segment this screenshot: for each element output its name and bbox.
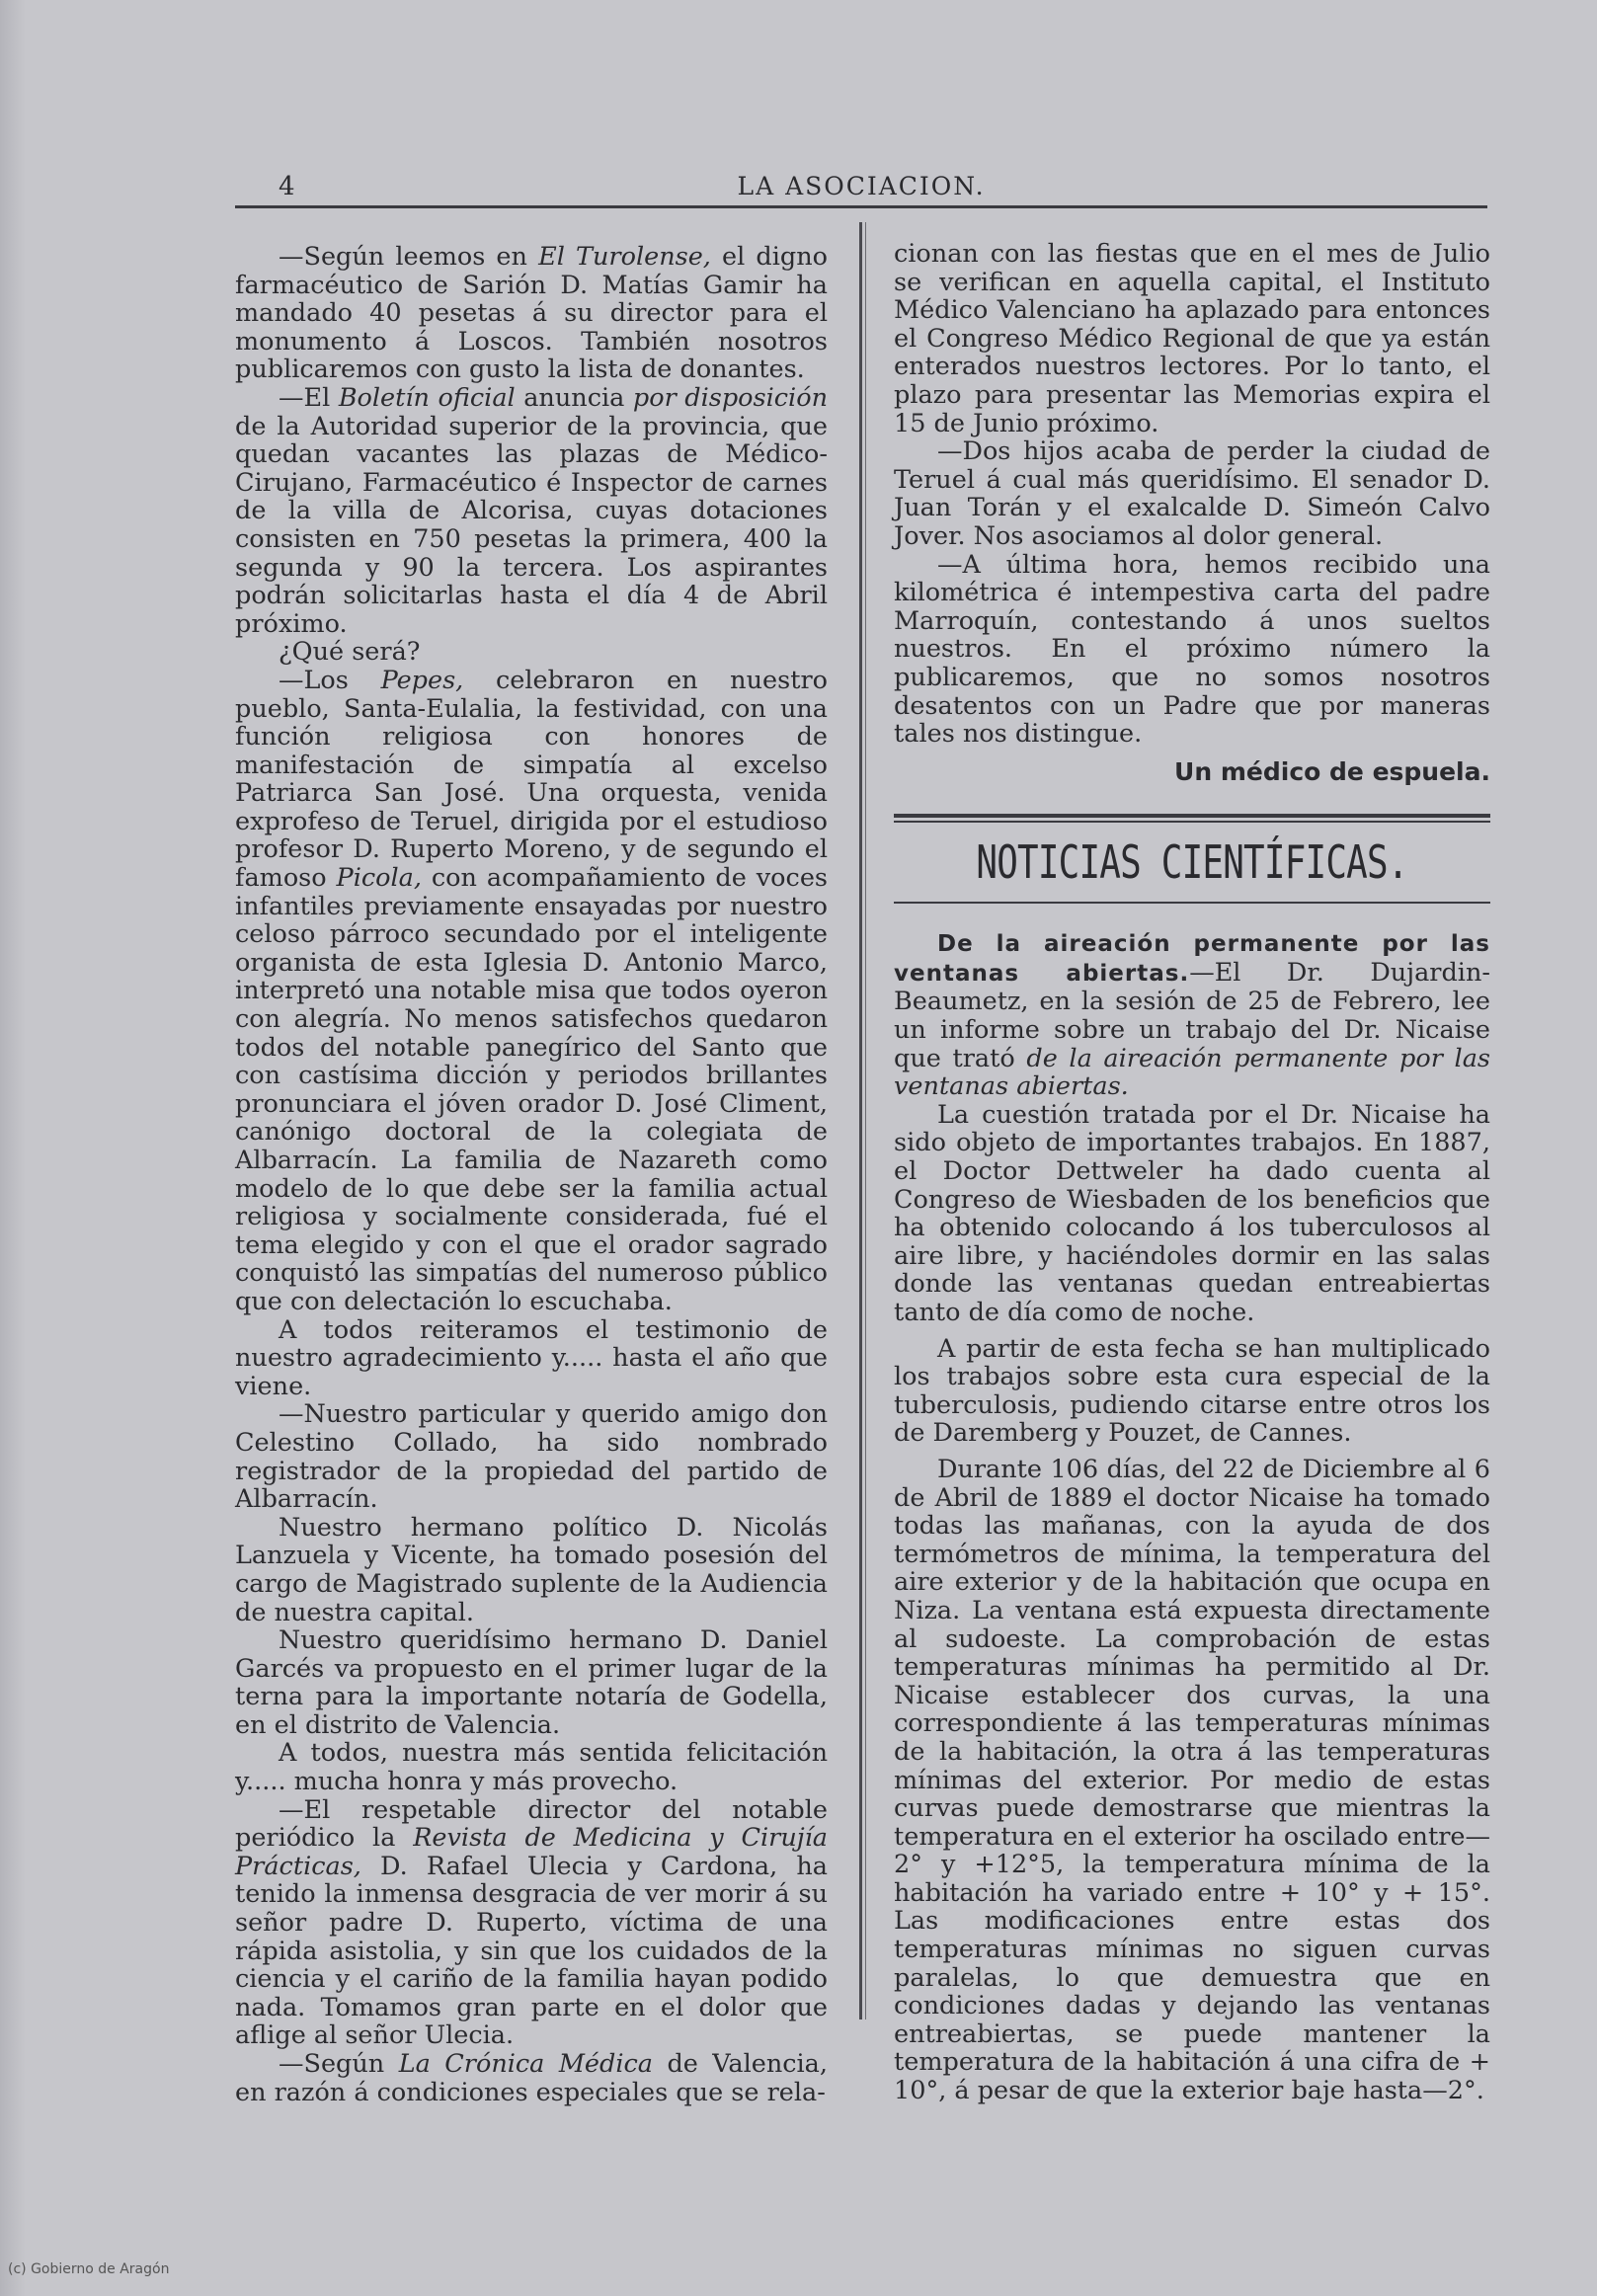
- news-item-magistrado: Nuestro hermano político D. Nicolás Lanzuela y Vicente, ha tomado posesión del cargo de Magistrado suplente de la Audiencia de nuestra capital.: [235, 1512, 828, 1627]
- article-paragraph-2: A partir de esta fecha se han multiplicado los trabajos sobre esta cura especial de la tuberculosis, pudiendo citarse entre otros los de Daremberg y Pouzet, de Cannes.: [894, 1333, 1490, 1449]
- news-item-carta-marroquin: —A última hora, hemos recibido una kilométrica é intempestiva carta del padre Marroquín, contestando á unos sueltos nuestros. En el próximo número la publicaremos, que no somos nosotros desatentos con un Padre que por maneras tales nos distingue.: [894, 549, 1490, 750]
- news-item-fiesta-san-jose: —Los Pepes, celebraron en nuestro pueblo, Santa-Eulalia, la festividad, con una función religiosa con honores de manifestación de simpatía al excelso Patriarca San José. Una orquesta, venida exprofeso de Teruel, dirigida por el estudioso profesor D. Ruperto Moreno, y de segundo el famoso Picola, con acompañamiento de voces infantiles previamente ensayadas por nuestro celoso párroco secundado por el inteligente organista de esta Iglesia D. Antonio Marco, interpretó una notable misa que todos oyeron con alegría. No menos satisfechos quedaron todos del notable panegírico del Santo que con castísima dicción y periodos brillantes pronunciara el jóven orador D. José Climent, canónigo doctoral de la colegiata de Albarracín. La familia de Nazareth como modelo de lo que debe ser la familia actual religiosa y socialmente considerada, fué el tema elegido y con el que el orador sagrado conquistó las simpatías del numeroso público que con delectación lo escuchaba.: [235, 665, 828, 1316]
- section-title: NOTICIAS CIENTÍFICAS.: [976, 835, 1408, 890]
- section-double-rule: [894, 814, 1490, 823]
- news-item-necrologia-teruel: —Dos hijos acaba de perder la ciudad de Teruel á cual más queridísimo. El senador D. Juan Torán y el exalcalde D. Simeón Calvo Jover. Nos asociamos al dolor general.: [894, 436, 1490, 551]
- page-header: [235, 168, 1487, 203]
- news-item-felicitacion: A todos, nuestra más sentida felicitación y..... mucha honra y más provecho.: [235, 1738, 828, 1797]
- news-item-que-sera: ¿Qué será?: [279, 637, 421, 668]
- column-divider-inner: [865, 222, 866, 2019]
- left-column: [235, 243, 828, 2106]
- news-item-agradecimiento: A todos reiteramos el testimonio de nuestro agradecimiento y..... hasta el año que viene.: [235, 1314, 828, 1401]
- section-rule: [894, 902, 1490, 904]
- column-divider: [859, 222, 862, 2019]
- page-binding-edge: [0, 0, 26, 2296]
- header-rule: [235, 205, 1487, 208]
- article-heading: De la aireación permanente por las ventanas abiertas.: [894, 931, 1490, 987]
- article-paragraph-3: Durante 106 días, del 22 de Diciembre al 6 de Abril de 1889 el doctor Nicaise ha tomado todas las mañanas, con la ayuda de dos termómetros de mínima, la temperatura del aire exterior y de la habitación que ocupa en Niza. La ventana está expuesta directamente al sudoeste. La comprobación de estas temperaturas mínimas ha permitido al Dr. Nicaise establecer dos curvas, la una correspondiente á las temperaturas mínimas de la habitación, la otra á las temperaturas mínimas del exterior. Por medio de estas curvas puede demostrarse que mientras la temperatura en el exterior ha oscilado entre—2° y +12°5, la temperatura mínima de la habitación ha variado entre + 10° y + 15°. Las modificaciones entre estas dos temperaturas mínimas no siguen curvas paralelas, lo que demuestra que en condiciones dadas y dejando las ventanas entreabiertas, se puede mantener la temperatura de la habitación á una cifra de + 10°, á pesar de que la exterior baje hasta—2°.: [894, 1454, 1490, 2106]
- news-item-necrologia-ulecia: —El respetable director del notable periódico la Revista de Medicina y Cirujía Prácticas, D. Rafael Ulecia y Cardona, ha tenido la inmensa desgracia de ver morir á su señor padre D. Ruperto, víctima de una rápida asistolia, y sin que los cuidados de la ciencia y el cariño de la familia hayan podido nada. Tomamos gran parte en el dolor que aflige al señor Ulecia.: [235, 1794, 829, 2051]
- footer-credit: (c) Gobierno de Aragón: [8, 2261, 170, 2277]
- news-item-registrador: —Nuestro particular y querido amigo don Celestino Collado, ha sido nombrado registrador de la propiedad del partido de Albarracín.: [235, 1399, 828, 1515]
- news-item-cronica-medica: —Según La Crónica Médica de Valencia, en razón á condiciones especiales que se rela-: [235, 2049, 828, 2107]
- news-item-notaria: Nuestro queridísimo hermano D. Daniel Garcés va propuesto en el primer lugar de la terna para la importante notaría de Godella, en el distrito de Valencia.: [235, 1625, 828, 1740]
- article-lead: De la aireación permanente por las ventanas abiertas.—El Dr. Dujardin-Beaumetz, en la sesión de 25 de Febrero, lee un informe sobre un trabajo del Dr. Nicaise que trató de la aireación permanente por las ventanas abiertas.: [894, 931, 1491, 1102]
- right-column: [894, 240, 1490, 2105]
- news-item-congreso-continued: cionan con las fiestas que en el mes de Julio se verifican en aquella capital, el Instituto Médico Valenciano ha aplazado para entonces el Congreso Médico Regional de que ya están enterados nuestros lectores. Por lo tanto, el plazo para presentar las Memorias expira el 15 de Junio próximo.: [894, 239, 1490, 438]
- signature: Un médico de espuela.: [1174, 756, 1490, 786]
- news-item-monumento-loscos: —Según leemos en El Turolense, el digno farmacéutico de Sarión D. Matías Gamir ha mandado 40 pesetas á su director para el monumento á Loscos. También nosotros publicaremos con gusto la lista de donantes.: [235, 242, 828, 385]
- news-item-vacantes-alcorisa: —El Boletín oficial anuncia por disposición de la Autoridad superior de la provincia, que quedan vacantes las plazas de Médico-Cirujano, Farmacéutico é Inspector de carnes de la villa de Alcorisa, cuyas dotaciones consisten en 750 pesetas la primera, 400 la segunda y 90 la tercera. Los aspirantes podrán solicitarlas hasta el día 4 de Abril próximo.: [235, 382, 828, 639]
- page-number: 4: [279, 172, 295, 201]
- article-paragraph-1: La cuestión tratada por el Dr. Nicaise ha sido objeto de importantes trabajos. En 1887, el Doctor Dettweler ha dado cuenta al Congreso de Wiesbaden de los beneficios que ha obtenido colocando á los tuberculosos al aire libre, y haciéndoles dormir en las salas donde las ventanas quedan entreabiertas tanto de día como de noche.: [894, 1099, 1490, 1327]
- newspaper-title: LA ASOCIACION.: [737, 172, 986, 200]
